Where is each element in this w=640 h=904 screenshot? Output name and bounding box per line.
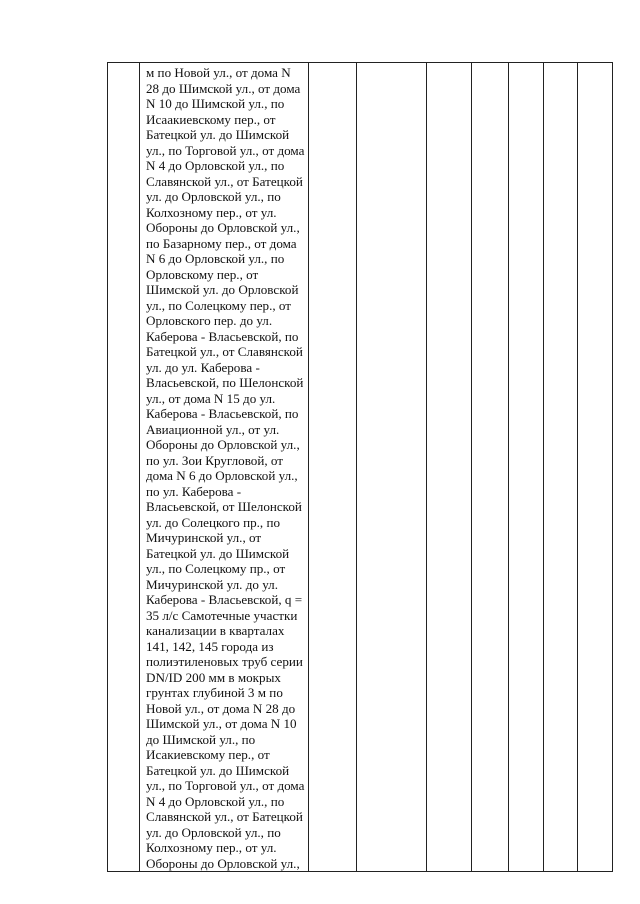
description-line: Власьевской, по Шелонской — [146, 375, 304, 390]
description-line: полиэтиленовых труб серии — [146, 654, 303, 669]
description-line: Батецкой ул., от Славянской — [146, 344, 303, 359]
number-cell — [108, 63, 140, 872]
description-line: Славянской ул., от Батецкой — [146, 809, 303, 824]
description-line: грунтах глубиной 3 м по — [146, 685, 283, 700]
description-line: по Базарному пер., от дома — [146, 235, 297, 251]
description-line: ул., по Торговой ул., от дома — [146, 778, 305, 793]
description-line: N 4 до Орловской ул., по — [146, 158, 285, 173]
description-line: Колхозному пер., от ул. — [146, 840, 277, 855]
description-line: дома N 6 до Орловской ул., — [146, 468, 298, 483]
description-cell — [140, 63, 309, 872]
description-line: Новой ул., от дома N 28 до — [146, 700, 296, 716]
description-line: Власьевской, от Шелонской — [146, 499, 302, 514]
description-line: ул. до Солецкого пр., по — [146, 514, 281, 530]
description-line: Авиационной ул., от ул. — [146, 421, 280, 437]
description-line: Обороны до Орловской ул., — [146, 437, 300, 452]
empty-cell — [509, 63, 544, 872]
empty-cell — [357, 63, 427, 872]
empty-cell — [472, 63, 509, 872]
description-line: DN/ID 200 мм в мокрых — [146, 669, 281, 685]
description-line: 28 до Шимской ул., от дома — [146, 80, 301, 96]
description-text — [146, 65, 306, 871]
description-line: Мичуринской ул. до ул. — [146, 576, 278, 592]
description-line: Каберова - Власьевской, по — [146, 406, 299, 421]
description-line: ул., по Солецкому пер., от — [146, 297, 291, 313]
description-line: ул., по Солецкому пр., от — [146, 561, 286, 576]
empty-cell — [578, 63, 613, 872]
table-row — [108, 63, 613, 872]
document-table — [107, 62, 613, 872]
description-line: Орловскому пер., от — [146, 266, 259, 282]
description-line: Батецкой ул. до Шимской — [146, 127, 290, 142]
description-line: Колхозному пер., от ул. — [146, 204, 277, 220]
description-line: по ул. Каберова - — [146, 483, 242, 499]
description-line: ул., от дома N 15 до ул. — [146, 390, 276, 406]
description-line: Шимской ул. до Орловской — [146, 282, 299, 297]
description-line: по ул. Зои Кругловой, от — [146, 452, 283, 468]
description-line: ул., по Торговой ул., от дома — [146, 142, 305, 158]
empty-cell — [427, 63, 472, 872]
description-line: 141, 142, 145 города из — [146, 638, 274, 654]
description-line: Каберова - Власьевской, q = — [146, 592, 303, 607]
description-line: Исакиевскому пер., от — [146, 747, 270, 762]
empty-cell — [309, 63, 357, 872]
description-line: Славянской ул., от Батецкой — [146, 173, 303, 189]
description-line: Батецкой ул. до Шимской — [146, 762, 290, 778]
description-line: Батецкой ул. до Шимской — [146, 545, 290, 561]
description-line: ул. до Орловской ул., по — [146, 189, 281, 204]
description-line: Обороны до Орловской ул., — [146, 855, 300, 871]
description-line: 35 л/с Самотечные участки — [146, 607, 298, 623]
description-line: Обороны до Орловской ул., — [146, 220, 300, 235]
description-line: N 6 до Орловской ул., по — [146, 251, 285, 266]
description-line: м по Новой ул., от дома N — [146, 65, 291, 80]
description-line: Мичуринской ул., от — [146, 530, 262, 545]
description-line: Каберова - Власьевской, по — [146, 328, 299, 344]
description-line: до Шимской ул., по — [146, 731, 256, 747]
description-line: канализации в кварталах — [146, 623, 285, 638]
description-line: N 4 до Орловской ул., по — [146, 793, 285, 809]
description-line: N 10 до Шимской ул., по — [146, 96, 285, 111]
description-line: Шимской ул., от дома N 10 — [146, 716, 297, 731]
description-line: Исаакиевскому пер., от — [146, 111, 276, 127]
description-line: Орловского пер. до ул. — [146, 313, 273, 328]
description-line: ул. до ул. Каберова - — [146, 359, 260, 375]
description-line: ул. до Орловской ул., по — [146, 824, 281, 840]
empty-cell — [544, 63, 578, 872]
